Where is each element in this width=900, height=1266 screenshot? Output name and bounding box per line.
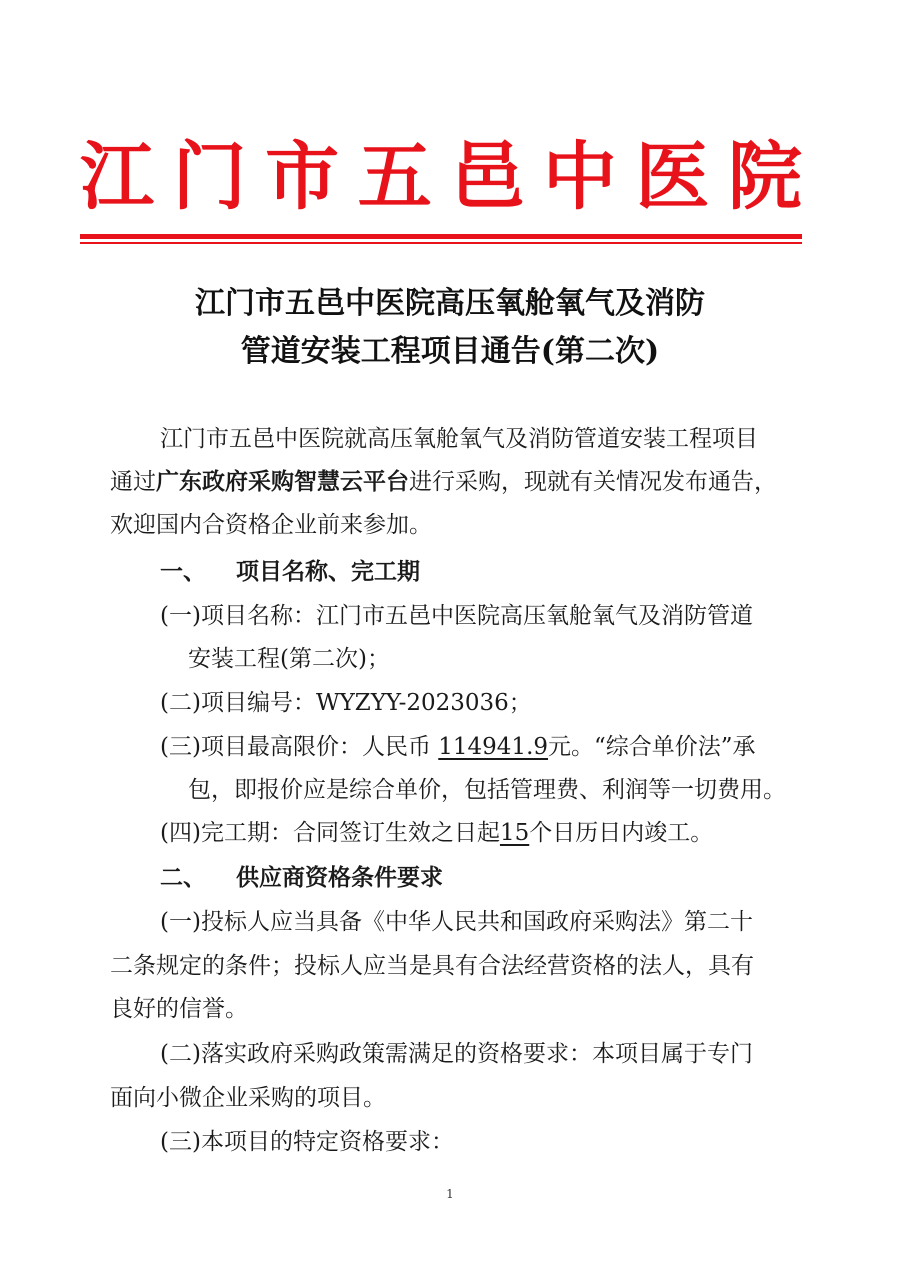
- intro-line-2: [110, 466, 777, 498]
- letterhead-char: 市: [265, 134, 340, 220]
- section-1-item-3-line-1: [160, 731, 756, 763]
- item-text: 元。“综合单价法”承: [548, 734, 756, 760]
- section-1-item-2: (二)项目编号：WYZYY-2023036；: [160, 690, 532, 716]
- document-title-line-2: 管道安装工程项目通告(第二次): [240, 334, 660, 369]
- item-text: (四)完工期：合同签订生效之日起: [160, 820, 500, 846]
- section-2-item-2-line-2: 面向小微企业采购的项目。: [110, 1085, 386, 1111]
- duration-days: 15: [499, 820, 530, 846]
- intro-line-1: 江门市五邑中医院就高压氧舱氧气及消防管道安装工程项目: [160, 426, 758, 452]
- document-title-line-1: 江门市五邑中医院高压氧舱氧气及消防: [195, 286, 705, 321]
- section-1-item-1-line-2: 安装工程(第二次)；: [188, 646, 390, 672]
- section-number: 一、: [160, 558, 206, 585]
- section-1-heading: [160, 556, 420, 588]
- section-title: 供应商资格条件要求: [236, 864, 443, 891]
- section-number: 二、: [160, 864, 206, 891]
- intro-text: 进行采购，现就有关情况发布通告，: [409, 469, 777, 495]
- section-2-item-1-line-3: 良好的信誉。: [110, 996, 248, 1022]
- section-1-item-1-line-1: (一)项目名称：江门市五邑中医院高压氧舱氧气及消防管道: [160, 603, 753, 629]
- letterhead-char: 院: [727, 134, 802, 220]
- section-title: 项目名称、完工期: [236, 558, 420, 585]
- letterhead-char: 门: [172, 134, 247, 220]
- letterhead-char: 医: [635, 134, 710, 220]
- intro-line-3: 欢迎国内合资格企业前来参加。: [110, 512, 432, 538]
- section-2-item-3: (三)本项目的特定资格要求：: [160, 1129, 454, 1155]
- section-2-item-1-line-1: (一)投标人应当具备《中华人民共和国政府采购法》第二十: [160, 909, 753, 935]
- item-text: 个日历日内竣工。: [529, 820, 714, 846]
- letterhead-char: 江: [80, 134, 154, 220]
- platform-name: 广东政府采购智慧云平台: [156, 468, 409, 495]
- letterhead-char: 中: [542, 134, 617, 220]
- letterhead-char: 邑: [450, 134, 525, 220]
- section-2-heading: [160, 862, 443, 894]
- section-1-item-3-line-2: 包，即报价应是综合单价，包括管理费、利润等一切费用。: [188, 777, 786, 803]
- page-number: 1: [446, 1187, 454, 1201]
- section-2-item-1-line-2: 二条规定的条件；投标人应当是具有合法经营资格的法人，具有: [110, 953, 754, 979]
- intro-text: 通过: [110, 469, 156, 495]
- price-amount: 114941.9: [438, 734, 549, 760]
- item-text: (三)项目最高限价：人民币: [160, 734, 431, 760]
- letterhead-rule-thick: [80, 234, 802, 239]
- section-1-item-4: [160, 817, 713, 849]
- letterhead-rule-thin: [80, 242, 802, 244]
- letterhead-char: 五: [357, 134, 432, 220]
- section-2-item-2-line-1: (二)落实政府采购政策需满足的资格要求：本项目属于专门: [160, 1041, 753, 1067]
- letterhead: [80, 132, 802, 222]
